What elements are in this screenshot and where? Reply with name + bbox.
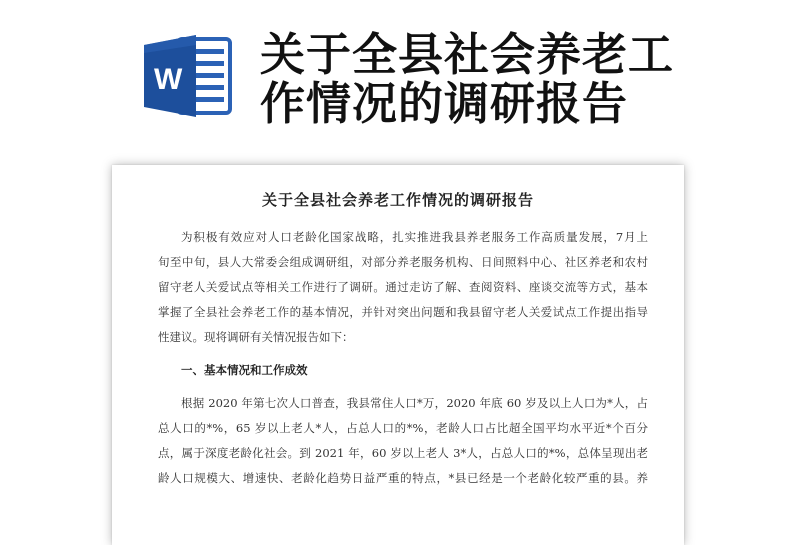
word-document-icon	[140, 33, 236, 119]
paragraph-line: 性建议。现将调研有关情况报告如下：	[158, 330, 354, 344]
header-banner	[0, 0, 800, 150]
paragraph-line: 留守老人关爱试点等相关工作进行了调研。通过走访了解、查阅资料、座谈交流等方式，基本	[158, 280, 648, 294]
paragraph-line: 总人口的*%，65 岁以上老人*人，占总人口的*%，老龄人口占比超全国平均水平近*个百分	[158, 421, 648, 435]
logo-letter: W	[154, 63, 183, 96]
paragraph-line: 为积极有效应对人口老龄化国家战略，扎实推进我县养老服务工作高质量发展，7月上	[181, 230, 648, 244]
paragraph-line: 掌握了全县社会养老工作的基本情况，并针对突出问题和我县留守老人关爱试点工作提出指导	[158, 305, 648, 319]
document-page-preview	[112, 165, 684, 545]
paragraph-intro	[158, 225, 648, 350]
document-body	[158, 225, 648, 491]
paragraph-line: 龄人口规模大、增速快、老龄化趋势日益严重的特点，*县已经是一个老龄化较严重的县。养	[158, 471, 648, 485]
section-heading: 一、基本情况和工作成效	[181, 363, 308, 377]
page-title	[260, 30, 780, 128]
paragraph-line: 点，属于深度老龄化社会。到 2021 年，60 岁以上老人 3*人，占总人口的*%，总体呈现出老	[158, 446, 648, 460]
title-line-1: 关于全县社会养老工	[260, 28, 675, 81]
document-title: 关于全县社会养老工作情况的调研报告	[261, 191, 534, 209]
paragraph-line: 旬至中旬，县人大常委会组成调研组，对部分养老服务机构、日间照料中心、社区养老和农村	[158, 255, 648, 269]
paragraph-population	[158, 391, 648, 491]
paragraph-line: 根据 2020 年第七次人口普查，我县常住人口*万，2020 年底 60 岁及以上人口为*人，占	[181, 396, 648, 410]
title-line-2: 作情况的调研报告	[260, 77, 629, 130]
